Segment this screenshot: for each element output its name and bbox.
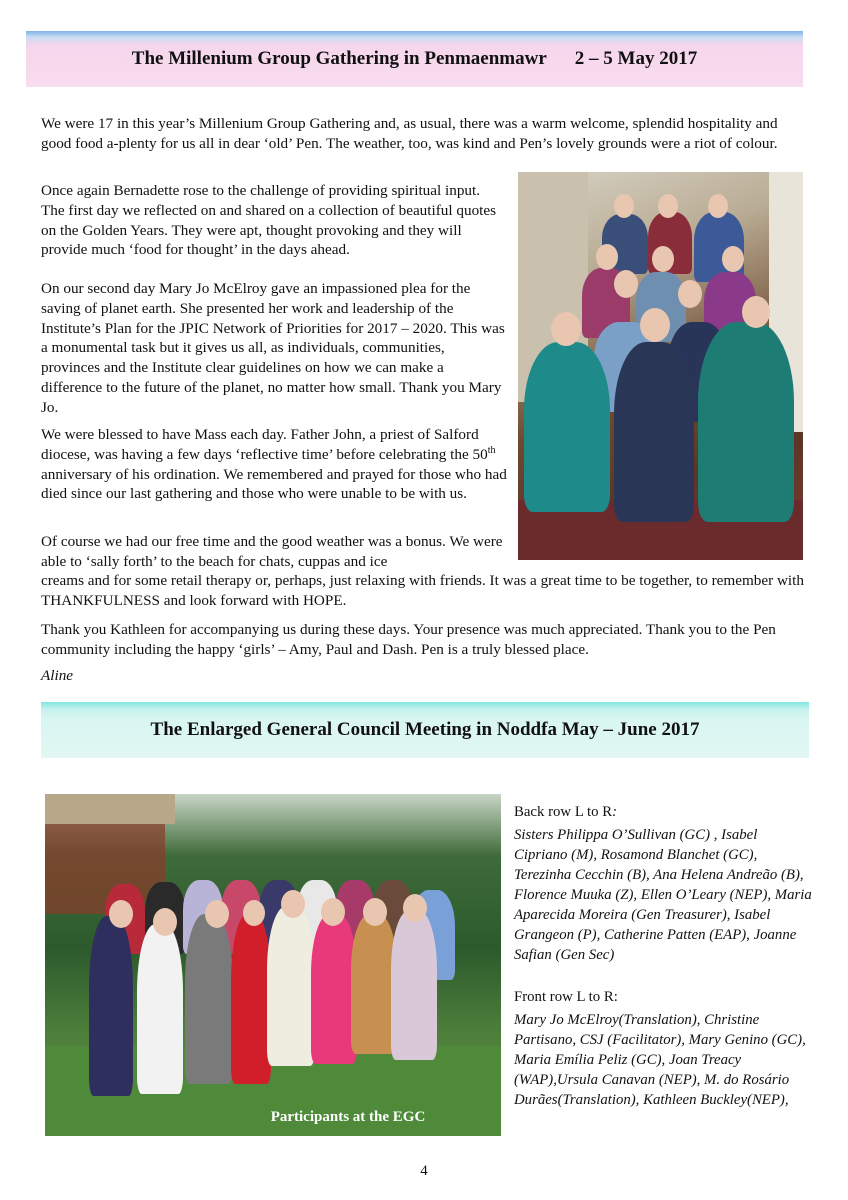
page-number: 4	[420, 1163, 428, 1179]
section-banner-egc	[41, 702, 809, 758]
paragraph-free-time-end: creams and for some retail therapy or, perhaps, just relaxing with friends. It was a great time to be together, to remember with THANKFULNESS and look forward with HOPE.	[41, 572, 804, 609]
group-photo-staircase	[518, 172, 803, 560]
section-dates: 2 – 5 May 2017	[574, 48, 698, 69]
paragraph-mass: We were blessed to have Mass each day. Father John, a priest of Salford diocese, was having a few days ‘reflective time’ before celebrating the 50th anniversary of his ordination. We remembered and prayed for those who had died since our last gathering and those who were unable to be with us.	[41, 426, 507, 503]
paragraph-free-time-start: Of course we had our free time and the good weather was a bonus. We were able to ‘sally forth’ to the beach for chats, cuppas and ice	[41, 533, 503, 570]
front-row-names: Mary Jo McElroy(Translation), Christine Partisano, CSJ (Facilitator), Mary Genino (GC), Maria Emília Peliz (GC), Joan Treacy (WAP),Ursula Canavan (NEP), M. do Rosário Durães(Translation), Kathleen Buckley(NEP),	[514, 1012, 806, 1108]
paragraph-spiritual-input: Once again Bernadette rose to the challenge of providing spiritual input. The first day we reflected on and shared on a collection of beautiful quotes on the Golden Years. They were apt, thought provoking and they will provide much ‘food for thought’ in the days ahead.	[41, 182, 497, 259]
photo-caption: Participants at the EGC	[270, 1109, 426, 1125]
back-row-heading: Back row L to R:	[514, 804, 618, 820]
paragraph-planet-earth: On our second day Mary Jo McElroy gave an impassioned plea for the saving of planet earth. She presented her work and leadership of the Institute’s Plan for the JPIC Network of Priorities for 2017 – 2020. This was a monumental task but it gives us all, as individuals, communities, provinces and the Institute clear guidelines on how we can make a difference to the future of the planet, no matter how small. Thank you Mary Jo.	[41, 280, 505, 416]
section-title: The Millenium Group Gathering in Penmaenmawr	[131, 48, 547, 69]
section-banner-millenium	[26, 31, 803, 87]
signature: Aline	[41, 667, 74, 684]
front-row-heading: Front row L to R:	[514, 989, 618, 1005]
back-row-names: Sisters Philippa O’Sullivan (GC) , Isabel Cipriano (M), Rosamond Blanchet (GC), Terezinha Cecchin (B), Ana Helena Andreão (B), Florence Muuka (Z), Ellen O’Leary (NEP), Maria Aparecida Moreira (Gen Treasurer), Isabel Grangeon (P), Catherine Patten (EAP), Joanne Safian (Gen Sec)	[514, 827, 812, 963]
group-photo-garden	[45, 794, 501, 1136]
paragraph-thanks: Thank you Kathleen for accompanying us during these days. Your presence was much appreciated. Thank you to the Pen community including the happy ‘girls’ – Amy, Paul and Dash. Pen is a truly blessed place.	[41, 621, 776, 658]
paragraph-welcome: We were 17 in this year’s Millenium Group Gathering and, as usual, there was a warm welcome, splendid hospitality and good food a-plenty for us all in dear ‘old’ Pen. The weather, too, was kind and Pen’s lovely grounds were a riot of colour.	[41, 115, 778, 152]
section-title: The Enlarged General Council Meeting in Noddfa May – June 2017	[150, 719, 700, 740]
